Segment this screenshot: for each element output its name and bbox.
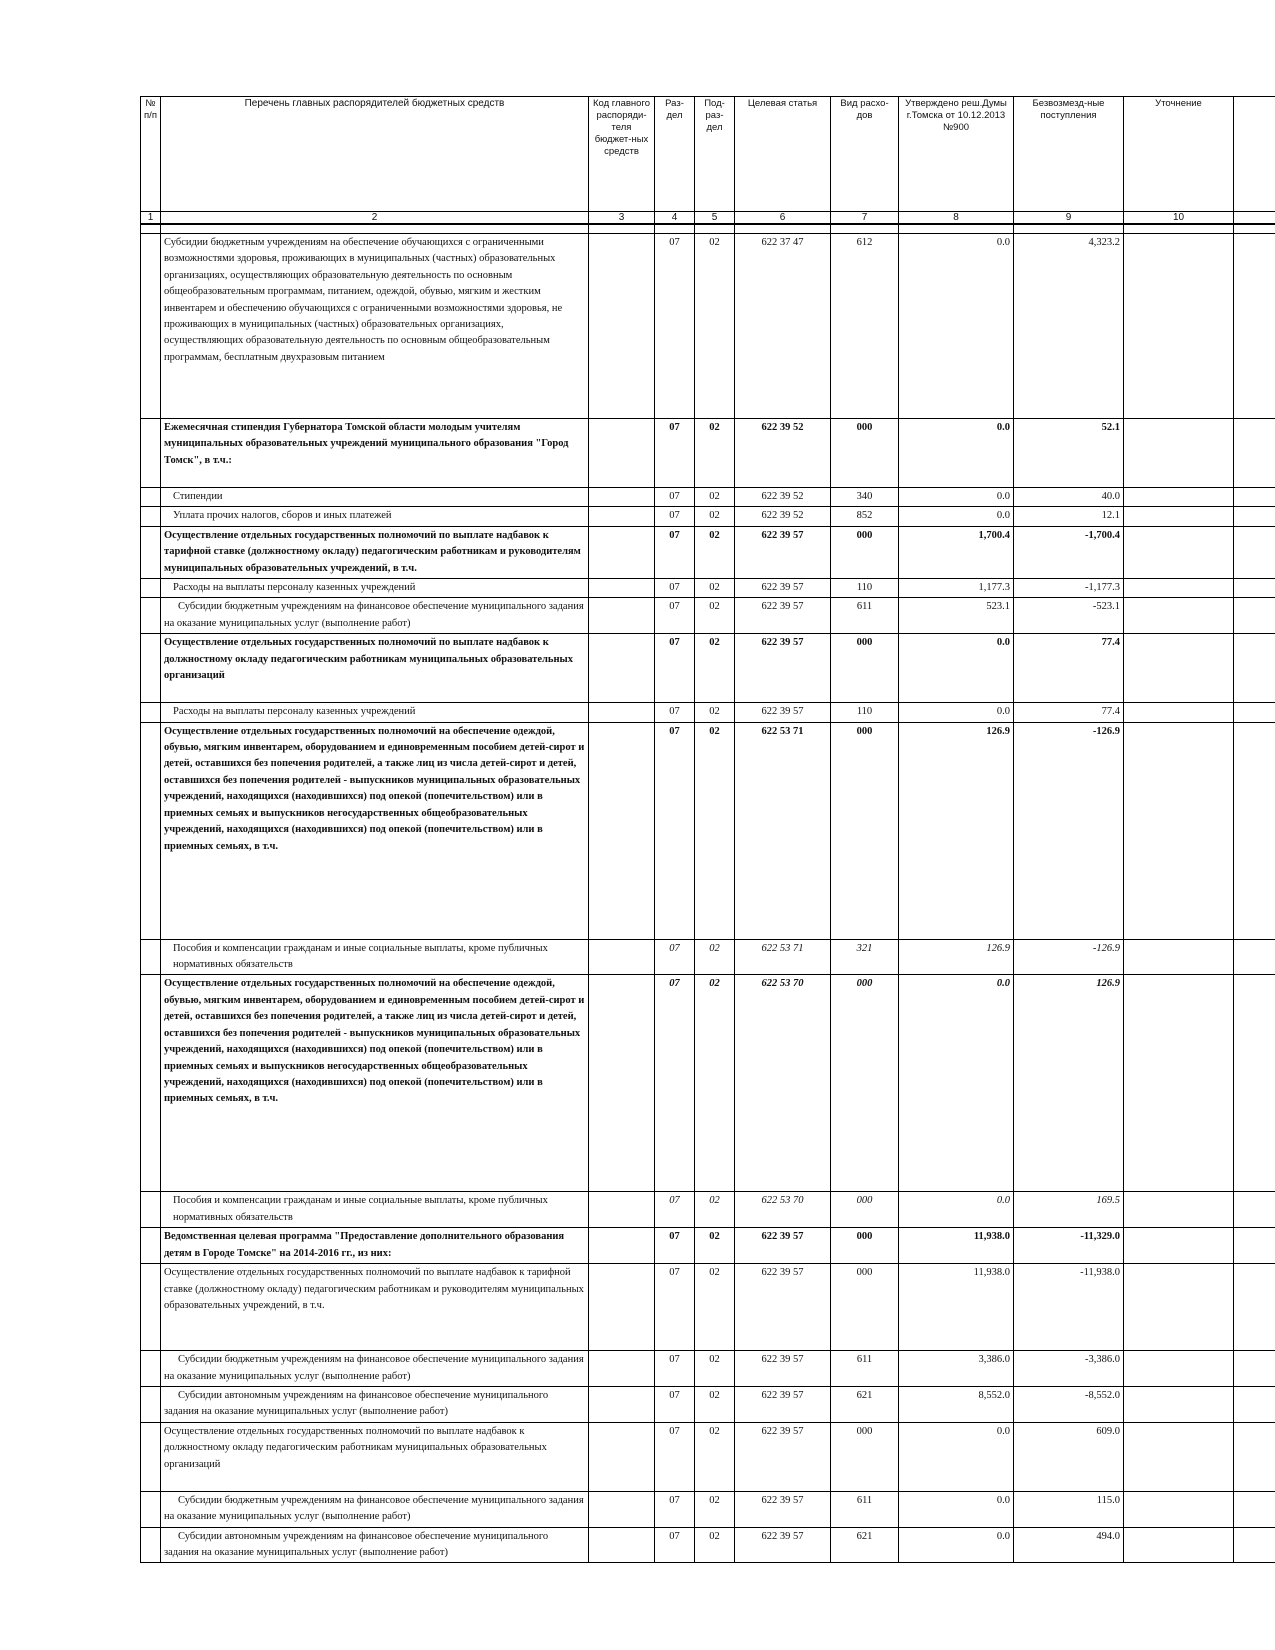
col-number-11 <box>1234 212 1275 225</box>
row-section: 07 <box>655 526 695 578</box>
row-clarification <box>1124 939 1234 975</box>
row-number <box>141 634 161 703</box>
col-number-7: 7 <box>831 212 899 225</box>
row-target-article: 622 39 57 <box>735 1386 831 1422</box>
row-section: 07 <box>655 1264 695 1351</box>
row-target-article: 622 39 57 <box>735 1491 831 1527</box>
row-grants: 169.5 <box>1014 1192 1124 1228</box>
row-target-article: 622 39 57 <box>735 579 831 598</box>
row-target-article: 622 39 57 <box>735 526 831 578</box>
table-header <box>141 97 1275 225</box>
row-extra <box>1234 598 1275 634</box>
row-section: 07 <box>655 1527 695 1563</box>
row-expense-type: 000 <box>831 722 899 939</box>
row-admin-code <box>589 939 655 975</box>
row-number <box>141 722 161 939</box>
row-clarification <box>1124 1351 1234 1387</box>
row-subsection: 02 <box>695 1351 735 1387</box>
row-expense-type: 611 <box>831 1491 899 1527</box>
col-number-8: 8 <box>899 212 1014 225</box>
row-description: Субсидии автономным учреждениям на финансовое обеспечение муниципального задания на оказание муниципальных услуг (выполнение работ) <box>161 1386 589 1422</box>
row-expense-type: 110 <box>831 579 899 598</box>
row-grants: -8,552.0 <box>1014 1386 1124 1422</box>
col-header-subsection: Под-раз-дел <box>695 97 735 212</box>
row-extra <box>1234 1422 1275 1491</box>
col-header-clarification: Уточнение <box>1124 97 1234 212</box>
row-grants: 12.1 <box>1014 507 1124 526</box>
table-row <box>141 1264 1275 1351</box>
row-subsection: 02 <box>695 722 735 939</box>
row-approved: 1,700.4 <box>899 526 1014 578</box>
row-target-article: 622 53 71 <box>735 939 831 975</box>
row-expense-type: 000 <box>831 1192 899 1228</box>
row-approved: 126.9 <box>899 939 1014 975</box>
row-clarification <box>1124 703 1234 722</box>
row-clarification <box>1124 234 1234 419</box>
row-grants: 494.0 <box>1014 1527 1124 1563</box>
row-admin-code <box>589 1264 655 1351</box>
row-description: Стипендии <box>161 488 589 507</box>
row-grants: 40.0 <box>1014 488 1124 507</box>
row-expense-type: 621 <box>831 1386 899 1422</box>
row-section: 07 <box>655 579 695 598</box>
row-approved: 0.0 <box>899 234 1014 419</box>
row-expense-type: 000 <box>831 975 899 1192</box>
row-clarification <box>1124 1228 1234 1264</box>
row-number <box>141 579 161 598</box>
row-clarification <box>1124 1386 1234 1422</box>
row-grants: 115.0 <box>1014 1491 1124 1527</box>
row-approved: 0.0 <box>899 1527 1014 1563</box>
row-target-article: 622 53 70 <box>735 1192 831 1228</box>
row-admin-code <box>589 507 655 526</box>
table-row <box>141 507 1275 526</box>
row-expense-type: 340 <box>831 488 899 507</box>
table-row <box>141 488 1275 507</box>
row-number <box>141 1527 161 1563</box>
row-description: Осуществление отдельных государственных полномочий по выплате надбавок к должностному окладу педагогическим работникам муниципальных образовательных организаций <box>161 634 589 703</box>
row-approved: 0.0 <box>899 488 1014 507</box>
row-number <box>141 1386 161 1422</box>
row-description: Субсидии автономным учреждениям на финансовое обеспечение муниципального задания на оказание муниципальных услуг (выполнение работ) <box>161 1527 589 1563</box>
row-extra <box>1234 722 1275 939</box>
row-grants: 77.4 <box>1014 634 1124 703</box>
row-approved: 0.0 <box>899 703 1014 722</box>
row-description: Уплата прочих налогов, сборов и иных платежей <box>161 507 589 526</box>
row-admin-code <box>589 1192 655 1228</box>
row-number <box>141 598 161 634</box>
col-number-4: 4 <box>655 212 695 225</box>
row-number <box>141 1264 161 1351</box>
col-header-target-article: Целевая статья <box>735 97 831 212</box>
row-extra <box>1234 634 1275 703</box>
row-clarification <box>1124 1491 1234 1527</box>
row-extra <box>1234 975 1275 1192</box>
row-number <box>141 419 161 488</box>
row-clarification <box>1124 1264 1234 1351</box>
row-description: Осуществление отдельных государственных полномочий на обеспечение одеждой, обувью, мягким инвентарем, оборудованием и единовременным пособием детей-сирот и детей, оставшихся без попечения родителей, а также лиц из числа детей-сирот и детей, оставшихся без попечения родителей - выпускников муниципальных образовательных учреждений, находящихся (находившихся) под опекой (попечительством) или в приемных семьях и выпускников негосударственных общеобразовательных учреждений, находящихся (находившихся) под опекой (попечительством) или в приемных семьях, в т.ч. <box>161 975 589 1192</box>
row-target-article: 622 39 57 <box>735 1264 831 1351</box>
col-header-description: Перечень главных распорядителей бюджетных средств <box>161 97 589 212</box>
row-section: 07 <box>655 419 695 488</box>
row-admin-code <box>589 634 655 703</box>
row-target-article: 622 39 57 <box>735 1351 831 1387</box>
row-number <box>141 1491 161 1527</box>
col-number-2: 2 <box>161 212 589 225</box>
row-grants: 4,323.2 <box>1014 234 1124 419</box>
table-row <box>141 234 1275 419</box>
col-number-5: 5 <box>695 212 735 225</box>
header-spacer-row <box>141 224 1275 234</box>
row-subsection: 02 <box>695 1491 735 1527</box>
row-section: 07 <box>655 939 695 975</box>
budget-table <box>140 96 1275 1563</box>
row-clarification <box>1124 634 1234 703</box>
row-target-article: 622 39 52 <box>735 419 831 488</box>
row-number <box>141 939 161 975</box>
row-target-article: 622 39 57 <box>735 598 831 634</box>
row-subsection: 02 <box>695 1386 735 1422</box>
row-subsection: 02 <box>695 1228 735 1264</box>
row-admin-code <box>589 975 655 1192</box>
row-subsection: 02 <box>695 1264 735 1351</box>
row-approved: 0.0 <box>899 1422 1014 1491</box>
table-row <box>141 1386 1275 1422</box>
row-description: Пособия и компенсации гражданам и иные социальные выплаты, кроме публичных нормативных обязательств <box>161 939 589 975</box>
row-number <box>141 488 161 507</box>
row-target-article: 622 53 70 <box>735 975 831 1192</box>
row-subsection: 02 <box>695 1192 735 1228</box>
table-row <box>141 526 1275 578</box>
row-section: 07 <box>655 488 695 507</box>
row-subsection: 02 <box>695 1422 735 1491</box>
row-extra <box>1234 939 1275 975</box>
row-expense-type: 110 <box>831 703 899 722</box>
row-expense-type: 000 <box>831 419 899 488</box>
row-grants: -1,700.4 <box>1014 526 1124 578</box>
row-admin-code <box>589 722 655 939</box>
row-subsection: 02 <box>695 1527 735 1563</box>
row-expense-type: 321 <box>831 939 899 975</box>
row-grants: 126.9 <box>1014 975 1124 1192</box>
table-row <box>141 1192 1275 1228</box>
row-admin-code <box>589 1491 655 1527</box>
row-subsection: 02 <box>695 939 735 975</box>
row-approved: 3,386.0 <box>899 1351 1014 1387</box>
row-clarification <box>1124 722 1234 939</box>
col-number-10: 10 <box>1124 212 1234 225</box>
row-target-article: 622 39 57 <box>735 703 831 722</box>
row-approved: 0.0 <box>899 975 1014 1192</box>
row-target-article: 622 37 47 <box>735 234 831 419</box>
row-section: 07 <box>655 1228 695 1264</box>
row-description: Осуществление отдельных государственных полномочий по выплате надбавок к должностному окладу педагогическим работникам муниципальных образовательных организаций <box>161 1422 589 1491</box>
col-header-grants: Безвозмезд-ные поступления <box>1014 97 1124 212</box>
row-description: Расходы на выплаты персоналу казенных учреждений <box>161 703 589 722</box>
table-body <box>141 224 1275 1563</box>
col-number-6: 6 <box>735 212 831 225</box>
row-section: 07 <box>655 598 695 634</box>
col-header-expense-type: Вид расхо-дов <box>831 97 899 212</box>
row-extra <box>1234 526 1275 578</box>
row-expense-type: 611 <box>831 598 899 634</box>
row-target-article: 622 39 52 <box>735 488 831 507</box>
row-section: 07 <box>655 703 695 722</box>
table-row <box>141 975 1275 1192</box>
row-expense-type: 000 <box>831 526 899 578</box>
row-section: 07 <box>655 975 695 1192</box>
col-number-1: 1 <box>141 212 161 225</box>
row-number <box>141 1422 161 1491</box>
budget-sheet <box>140 96 1275 1650</box>
row-description: Субсидии бюджетным учреждениям на финансовое обеспечение муниципального задания на оказание муниципальных услуг (выполнение работ) <box>161 1351 589 1387</box>
row-description: Расходы на выплаты персоналу казенных учреждений <box>161 579 589 598</box>
row-extra <box>1234 1491 1275 1527</box>
row-extra <box>1234 1386 1275 1422</box>
row-description: Осуществление отдельных государственных полномочий на обеспечение одеждой, обувью, мягким инвентарем, оборудованием и единовременным пособием детей-сирот и детей, оставшихся без попечения родителей, а также лиц из числа детей-сирот и детей, оставшихся без попечения родителей - выпускников муниципальных образовательных учреждений, находящихся (находившихся) под опекой (попечительством) или в приемных семьях и выпускников негосударственных общеобразовательных учреждений, находящихся (находившихся) под опекой (попечительством) или в приемных семьях, в т.ч. <box>161 722 589 939</box>
row-section: 07 <box>655 634 695 703</box>
row-expense-type: 612 <box>831 234 899 419</box>
row-subsection: 02 <box>695 634 735 703</box>
table-row <box>141 1422 1275 1491</box>
row-clarification <box>1124 488 1234 507</box>
row-target-article: 622 39 57 <box>735 1422 831 1491</box>
col-number-3: 3 <box>589 212 655 225</box>
row-grants: -523.1 <box>1014 598 1124 634</box>
row-number <box>141 1228 161 1264</box>
row-target-article: 622 39 57 <box>735 634 831 703</box>
row-admin-code <box>589 1228 655 1264</box>
table-row <box>141 703 1275 722</box>
row-grants: -11,938.0 <box>1014 1264 1124 1351</box>
row-description: Ведомственная целевая программа "Предоставление дополнительного образования детям в Городе Томске" на 2014-2016 гг., из них: <box>161 1228 589 1264</box>
row-clarification <box>1124 1527 1234 1563</box>
row-section: 07 <box>655 1491 695 1527</box>
row-admin-code <box>589 598 655 634</box>
row-subsection: 02 <box>695 579 735 598</box>
table-row <box>141 939 1275 975</box>
row-approved: 11,938.0 <box>899 1264 1014 1351</box>
row-extra <box>1234 1228 1275 1264</box>
table-row <box>141 1228 1275 1264</box>
row-grants: -1,177.3 <box>1014 579 1124 598</box>
row-number <box>141 526 161 578</box>
row-clarification <box>1124 419 1234 488</box>
row-number <box>141 1192 161 1228</box>
table-row <box>141 419 1275 488</box>
row-grants: 609.0 <box>1014 1422 1124 1491</box>
row-subsection: 02 <box>695 598 735 634</box>
table-row <box>141 1527 1275 1563</box>
table-row <box>141 1491 1275 1527</box>
col-header-number: № п/п <box>141 97 161 212</box>
row-description: Субсидии бюджетным учреждениям на финансовое обеспечение муниципального задания на оказание муниципальных услуг (выполнение работ) <box>161 598 589 634</box>
row-approved: 0.0 <box>899 419 1014 488</box>
row-admin-code <box>589 419 655 488</box>
row-approved: 11,938.0 <box>899 1228 1014 1264</box>
row-clarification <box>1124 526 1234 578</box>
row-clarification <box>1124 598 1234 634</box>
row-admin-code <box>589 526 655 578</box>
row-clarification <box>1124 1422 1234 1491</box>
row-approved: 0.0 <box>899 1192 1014 1228</box>
row-grants: -11,329.0 <box>1014 1228 1124 1264</box>
row-description: Субсидии бюджетным учреждениям на финансовое обеспечение муниципального задания на оказание муниципальных услуг (выполнение работ) <box>161 1491 589 1527</box>
row-admin-code <box>589 579 655 598</box>
row-grants: 77.4 <box>1014 703 1124 722</box>
row-description: Осуществление отдельных государственных полномочий по выплате надбавок к тарифной ставке (должностному окладу) педагогическим работникам и руководителям муниципальных образовательных учреждений, в т.ч. <box>161 1264 589 1351</box>
row-approved: 0.0 <box>899 1491 1014 1527</box>
col-header-section: Раз-дел <box>655 97 695 212</box>
row-section: 07 <box>655 1422 695 1491</box>
row-subsection: 02 <box>695 703 735 722</box>
row-section: 07 <box>655 507 695 526</box>
row-approved: 8,552.0 <box>899 1386 1014 1422</box>
row-admin-code <box>589 1422 655 1491</box>
table-row <box>141 1351 1275 1387</box>
row-grants: -126.9 <box>1014 939 1124 975</box>
row-admin-code <box>589 488 655 507</box>
row-admin-code <box>589 234 655 419</box>
col-header-approved: Утверждено реш.Думы г.Томска от 10.12.2013 №900 <box>899 97 1014 212</box>
row-approved: 1,177.3 <box>899 579 1014 598</box>
row-extra <box>1234 1192 1275 1228</box>
row-approved: 0.0 <box>899 634 1014 703</box>
row-extra <box>1234 1264 1275 1351</box>
col-header-extra <box>1234 97 1275 212</box>
row-section: 07 <box>655 1351 695 1387</box>
row-grants: -3,386.0 <box>1014 1351 1124 1387</box>
row-admin-code <box>589 703 655 722</box>
row-expense-type: 000 <box>831 1264 899 1351</box>
row-target-article: 622 39 57 <box>735 1228 831 1264</box>
row-grants: 52.1 <box>1014 419 1124 488</box>
row-section: 07 <box>655 234 695 419</box>
row-target-article: 622 53 71 <box>735 722 831 939</box>
row-extra <box>1234 419 1275 488</box>
table-row <box>141 598 1275 634</box>
row-clarification <box>1124 507 1234 526</box>
row-number <box>141 975 161 1192</box>
row-description: Ежемесячная стипендия Губернатора Томской области молодым учителям муниципальных образовательных учреждений муниципального образования "Город Томск", в т.ч.: <box>161 419 589 488</box>
row-subsection: 02 <box>695 507 735 526</box>
table-row <box>141 722 1275 939</box>
row-subsection: 02 <box>695 234 735 419</box>
row-approved: 0.0 <box>899 507 1014 526</box>
row-extra <box>1234 507 1275 526</box>
row-clarification <box>1124 1192 1234 1228</box>
row-number <box>141 234 161 419</box>
row-number <box>141 703 161 722</box>
row-extra <box>1234 488 1275 507</box>
table-row <box>141 579 1275 598</box>
row-grants: -126.9 <box>1014 722 1124 939</box>
row-clarification <box>1124 975 1234 1192</box>
row-number <box>141 1351 161 1387</box>
row-subsection: 02 <box>695 975 735 1192</box>
row-expense-type: 611 <box>831 1351 899 1387</box>
row-section: 07 <box>655 1192 695 1228</box>
col-number-9: 9 <box>1014 212 1124 225</box>
row-description: Субсидии бюджетным учреждениям на обеспечение обучающихся с ограниченными возможностями здоровья, проживающих в муниципальных (частных) образовательных организациях, осуществляющих образовательную деятельность по основным общеобразовательным программам, питанием, одеждой, обувью, мягким и жестким инвентарем и обеспечению обучающихся с ограниченными возможностями здоровья, не проживающих в муниципальных (частных) образовательных организациях, осуществляющих образовательную деятельность по основным общеобразовательным программам, бесплатным двухразовым питанием <box>161 234 589 419</box>
row-expense-type: 000 <box>831 1228 899 1264</box>
row-target-article: 622 39 57 <box>735 1527 831 1563</box>
row-extra <box>1234 234 1275 419</box>
row-expense-type: 000 <box>831 634 899 703</box>
row-description: Осуществление отдельных государственных полномочий по выплате надбавок к тарифной ставке (должностному окладу) педагогическим работникам и руководителям муниципальных образовательных учреждений, в т.ч. <box>161 526 589 578</box>
col-header-admin-code: Код главного распоряди-теля бюджет-ных средств <box>589 97 655 212</box>
row-section: 07 <box>655 1386 695 1422</box>
row-expense-type: 000 <box>831 1422 899 1491</box>
row-admin-code <box>589 1386 655 1422</box>
row-clarification <box>1124 579 1234 598</box>
row-expense-type: 621 <box>831 1527 899 1563</box>
row-admin-code <box>589 1351 655 1387</box>
row-approved: 523.1 <box>899 598 1014 634</box>
table-row <box>141 634 1275 703</box>
row-admin-code <box>589 1527 655 1563</box>
row-subsection: 02 <box>695 526 735 578</box>
row-subsection: 02 <box>695 488 735 507</box>
row-description: Пособия и компенсации гражданам и иные социальные выплаты, кроме публичных нормативных обязательств <box>161 1192 589 1228</box>
row-subsection: 02 <box>695 419 735 488</box>
row-extra <box>1234 579 1275 598</box>
row-extra <box>1234 703 1275 722</box>
row-approved: 126.9 <box>899 722 1014 939</box>
row-section: 07 <box>655 722 695 939</box>
row-extra <box>1234 1527 1275 1563</box>
row-target-article: 622 39 52 <box>735 507 831 526</box>
row-expense-type: 852 <box>831 507 899 526</box>
row-number <box>141 507 161 526</box>
row-extra <box>1234 1351 1275 1387</box>
